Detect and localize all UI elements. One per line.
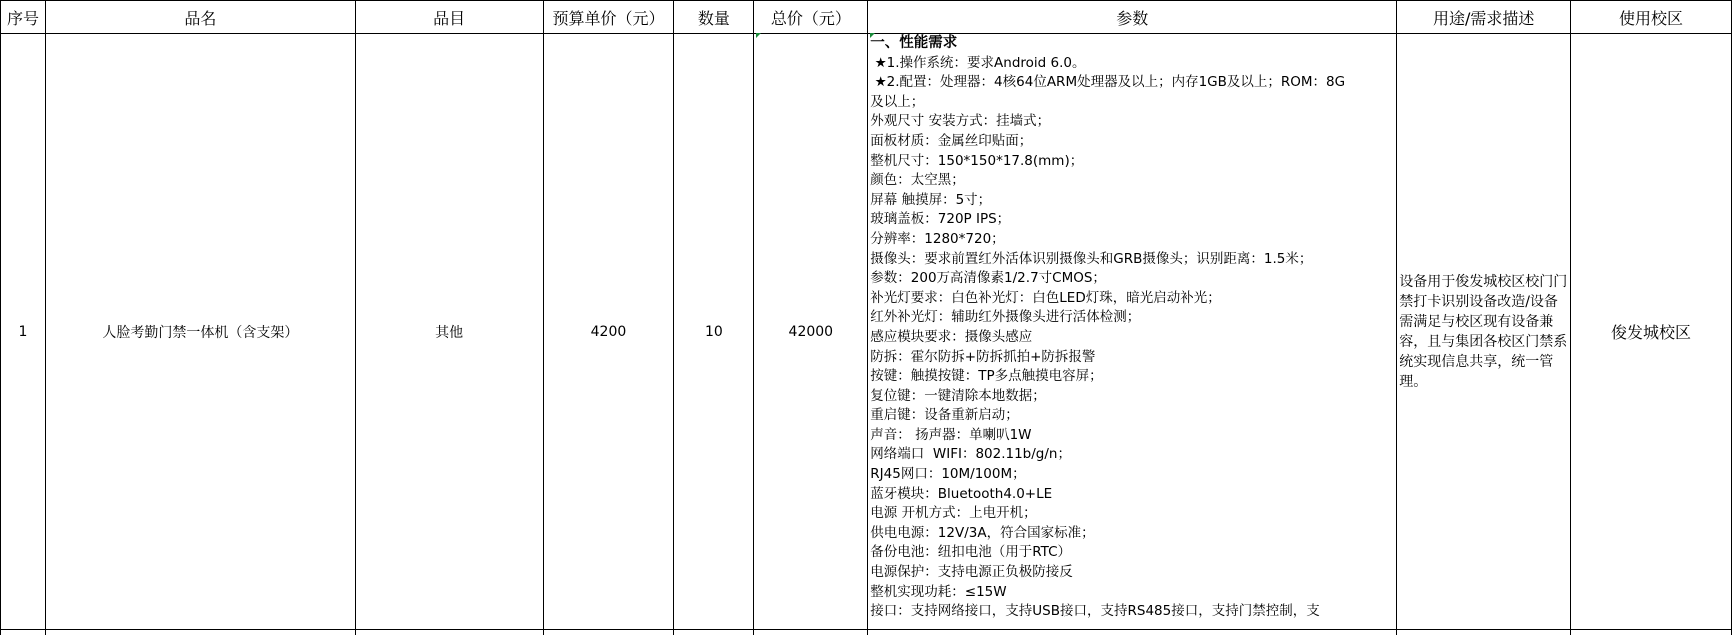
params-line: 声音： 扬声器：单喇叭1W xyxy=(870,426,1032,443)
params-line: 分辨率：1280*720； xyxy=(870,230,1005,247)
empty-cell[interactable] xyxy=(674,630,754,635)
table-row xyxy=(1,630,1732,635)
header-cell[interactable]: 总价（元） xyxy=(754,1,868,34)
params-line: 整机实现功耗：≤15W xyxy=(870,583,1007,600)
params-line: 电源保护：支持电源正负极防接反 xyxy=(870,564,1073,581)
empty-cell[interactable] xyxy=(543,630,674,635)
params-line: 参数：200万高清像素1/2.7寸CMOS； xyxy=(870,270,1106,287)
params-line: 蓝牙模块：Bluetooth4.0+LE xyxy=(870,485,1053,502)
params-line: 面板材质：金属丝印贴面； xyxy=(870,132,1033,149)
cell-params[interactable] xyxy=(868,34,1397,630)
empty-cell[interactable] xyxy=(1,630,46,635)
empty-cell[interactable] xyxy=(45,630,355,635)
cell-index[interactable]: 1 xyxy=(1,34,46,630)
cell-quantity[interactable]: 10 xyxy=(674,34,754,630)
params-line: 防拆：霍尔防拆+防拆抓拍+防拆报警 xyxy=(870,348,1096,365)
params-line: RJ45网口：10M/100M； xyxy=(870,466,1026,483)
params-title: 一、性能需求 xyxy=(870,35,958,51)
params-line: 红外补光灯：辅助红外摄像头进行活体检测； xyxy=(870,309,1141,326)
params-line: 屏幕 触摸屏：5寸； xyxy=(870,191,992,208)
params-line: 网络端口 WIFI：802.11b/g/n； xyxy=(870,446,1071,463)
header-row xyxy=(1,1,1732,34)
empty-cell[interactable] xyxy=(754,630,868,635)
table-row xyxy=(1,34,1732,630)
params-line: 补光灯要求：白色补光灯：白色LED灯珠，暗光启动补光； xyxy=(870,289,1221,306)
comment-indicator xyxy=(870,33,875,38)
params-line: 电源 开机方式：上电开机； xyxy=(870,505,1037,522)
header-cell[interactable]: 预算单价（元） xyxy=(543,1,674,34)
params-line: 复位键：一键清除本地数据； xyxy=(870,387,1046,404)
params-line: 及以上； xyxy=(870,93,925,110)
params-line: 摄像头：要求前置红外活体识别摄像头和GRB摄像头；识别距离：1.5米； xyxy=(870,250,1313,267)
empty-cell[interactable] xyxy=(868,630,1397,635)
params-line: 接口：支持网络接口，支持USB接口，支持RS485接口，支持门禁控制，支 xyxy=(870,603,1320,620)
header-cell[interactable]: 数量 xyxy=(674,1,754,34)
empty-cell[interactable] xyxy=(1397,630,1571,635)
params-line: 整机尺寸：150*150*17.8(mm)； xyxy=(870,152,1084,169)
header-cell[interactable]: 序号 xyxy=(1,1,46,34)
cell-category[interactable]: 其他 xyxy=(355,34,543,630)
params-line: ★2.配置：处理器：4核64位ARM处理器及以上；内存1GB及以上；ROM：8G xyxy=(870,74,1346,91)
empty-cell[interactable] xyxy=(355,630,543,635)
header-cell[interactable]: 品目 xyxy=(355,1,543,34)
params-line: 外观尺寸 安装方式：挂墙式； xyxy=(870,113,1051,130)
empty-cell[interactable] xyxy=(1571,630,1732,635)
comment-indicator xyxy=(756,33,761,38)
header-cell[interactable]: 用途/需求描述 xyxy=(1397,1,1571,34)
params-line: 按键：触摸按键：TP多点触摸电容屏； xyxy=(870,368,1103,385)
params-lines xyxy=(870,54,1396,622)
params-line: 感应模块要求：摄像头感应 xyxy=(870,328,1033,345)
params-line: 备份电池：纽扣电池（用于RTC） xyxy=(870,544,1072,561)
params-line: 颜色：太空黑； xyxy=(870,172,965,189)
cell-name[interactable]: 人脸考勤门禁一体机（含支架） xyxy=(45,34,355,630)
params-line: 玻璃盖板：720P IPS； xyxy=(870,211,1011,228)
params-line: ★1.操作系统：要求Android 6.0。 xyxy=(870,54,1086,71)
header-cell[interactable]: 使用校区 xyxy=(1571,1,1732,34)
cell-unit-price[interactable]: 4200 xyxy=(543,34,674,630)
params-line: 供电电源：12V/3A，符合国家标准； xyxy=(870,524,1095,541)
params-line: 重启键：设备重新启动； xyxy=(870,407,1019,424)
cell-campus[interactable]: 俊发城校区 xyxy=(1571,34,1732,630)
header-cell[interactable]: 品名 xyxy=(45,1,355,34)
header-cell[interactable]: 参数 xyxy=(868,1,1397,34)
cell-total-price[interactable]: 42000 xyxy=(754,34,868,630)
cell-usage[interactable]: 设备用于俊发城校区校门门禁打卡识别设备改造/设备需满足与校区现有设备兼容，且与集团各校区门禁系统实现信息共享，统一管理。 xyxy=(1397,34,1571,630)
